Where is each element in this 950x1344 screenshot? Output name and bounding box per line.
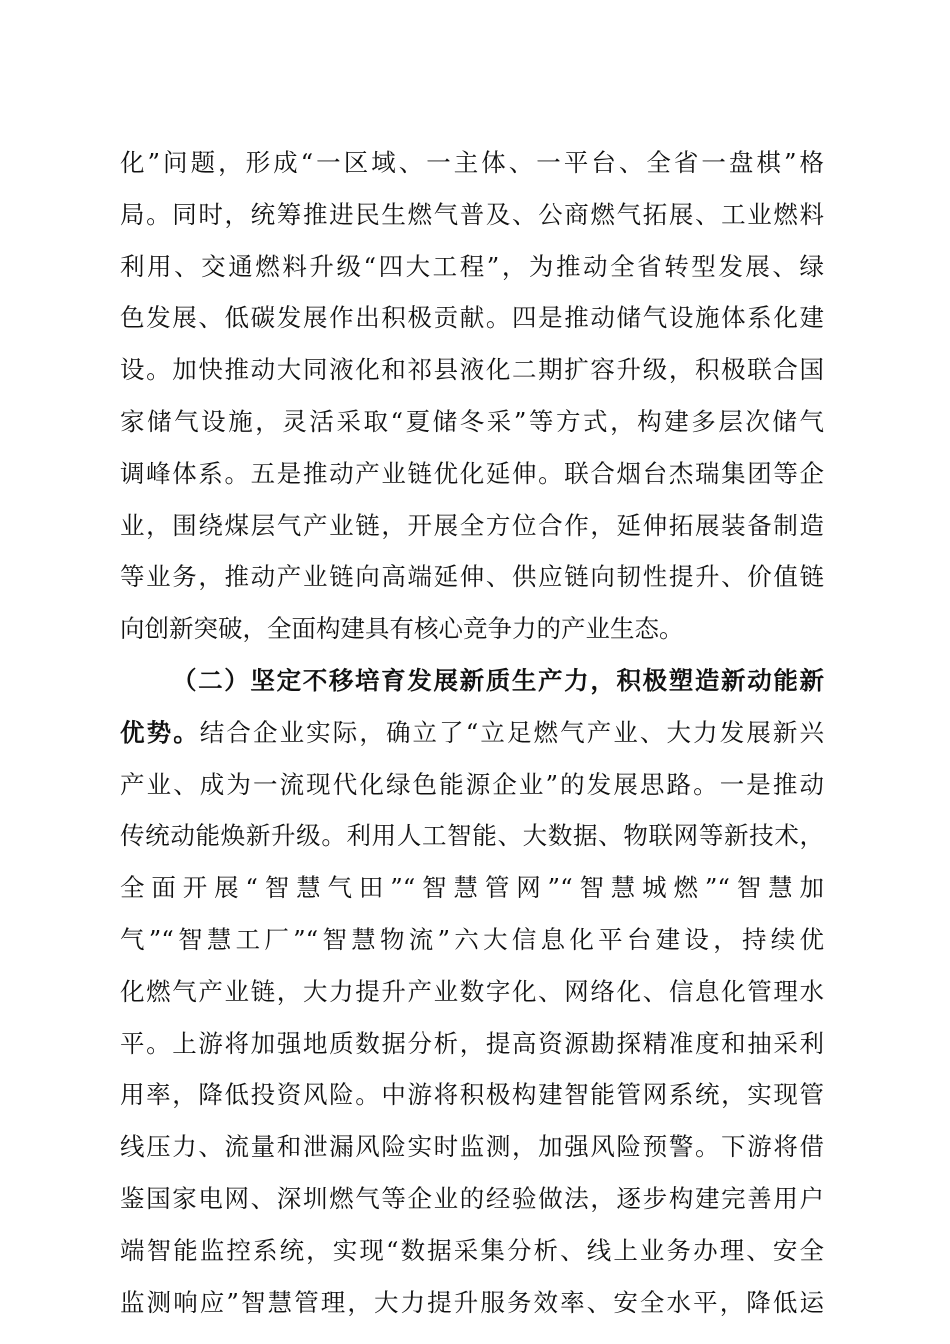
text-line: 化燃气产业链，大力提升产业数字化、网络化、信息化管理水 <box>120 976 824 1006</box>
text-line: 产业、成为一流现代化绿色能源企业”的发展思路。一是推动 <box>120 769 824 799</box>
text-line: 局。同时，统筹推进民生燃气普及、公商燃气拓展、工业燃料 <box>120 199 824 229</box>
text-line: 向创新突破，全面构建具有核心竞争力的产业生态。 <box>120 614 684 644</box>
section-heading-end: 优势。 <box>120 717 200 747</box>
text-line: 设。加快推动大同液化和祁县液化二期扩容升级，积极联合国 <box>120 355 824 385</box>
text-line: 调峰体系。五是推动产业链优化延伸。联合烟台杰瑞集团等企 <box>120 458 824 488</box>
text-line: 化”问题，形成“一区域、一主体、一平台、全省一盘棋”格 <box>120 148 824 177</box>
body-text <box>120 141 824 1332</box>
text-line: 传统动能焕新升级。利用人工智能、大数据、物联网等新技术， <box>120 821 824 851</box>
text-line: 全面开展“智慧气田”“智慧管网”“智慧城燃”“智慧加 <box>120 873 824 903</box>
text-line: 监测响应”智慧管理，大力提升服务效率、安全水平，降低运 <box>120 1287 824 1317</box>
text-line: 家储气设施，灵活采取“夏储冬采”等方式，构建多层次储气 <box>120 406 824 436</box>
text-line: 平。上游将加强地质数据分析，提高资源勘探精准度和抽采利 <box>120 1028 824 1058</box>
text-line: 线压力、流量和泄漏风险实时监测，加强风险预警。下游将借 <box>120 1132 824 1162</box>
text-line: 用率，降低投资风险。中游将积极构建智能管网系统，实现管 <box>120 1080 824 1110</box>
text-line: 端智能监控系统，实现“数据采集分析、线上业务办理、安全 <box>120 1235 824 1265</box>
text-span: 结合企业实际，确立了“立足燃气产业、大力发展新兴 <box>199 717 825 747</box>
text-line: 利用、交通燃料升级“四大工程”，为推动全省转型发展、绿 <box>120 251 824 281</box>
text-line: 业，围绕煤层气产业链，开展全方位合作，延伸拓展装备制造 <box>120 510 824 540</box>
text-line: 气”“智慧工厂”“智慧物流”六大信息化平台建设，持续优 <box>120 924 824 954</box>
text-line: 鉴国家电网、深圳燃气等企业的经验做法，逐步构建完善用户 <box>120 1183 824 1213</box>
text-line: 色发展、低碳发展作出积极贡献。四是推动储气设施体系化建 <box>120 303 824 333</box>
text-line <box>120 711 824 763</box>
text-line: 等业务，推动产业链向高端延伸、供应链向韧性提升、价值链 <box>120 562 824 592</box>
section-heading: （二）坚定不移培育发展新质生产力，积极塑造新动能新 <box>172 665 824 695</box>
